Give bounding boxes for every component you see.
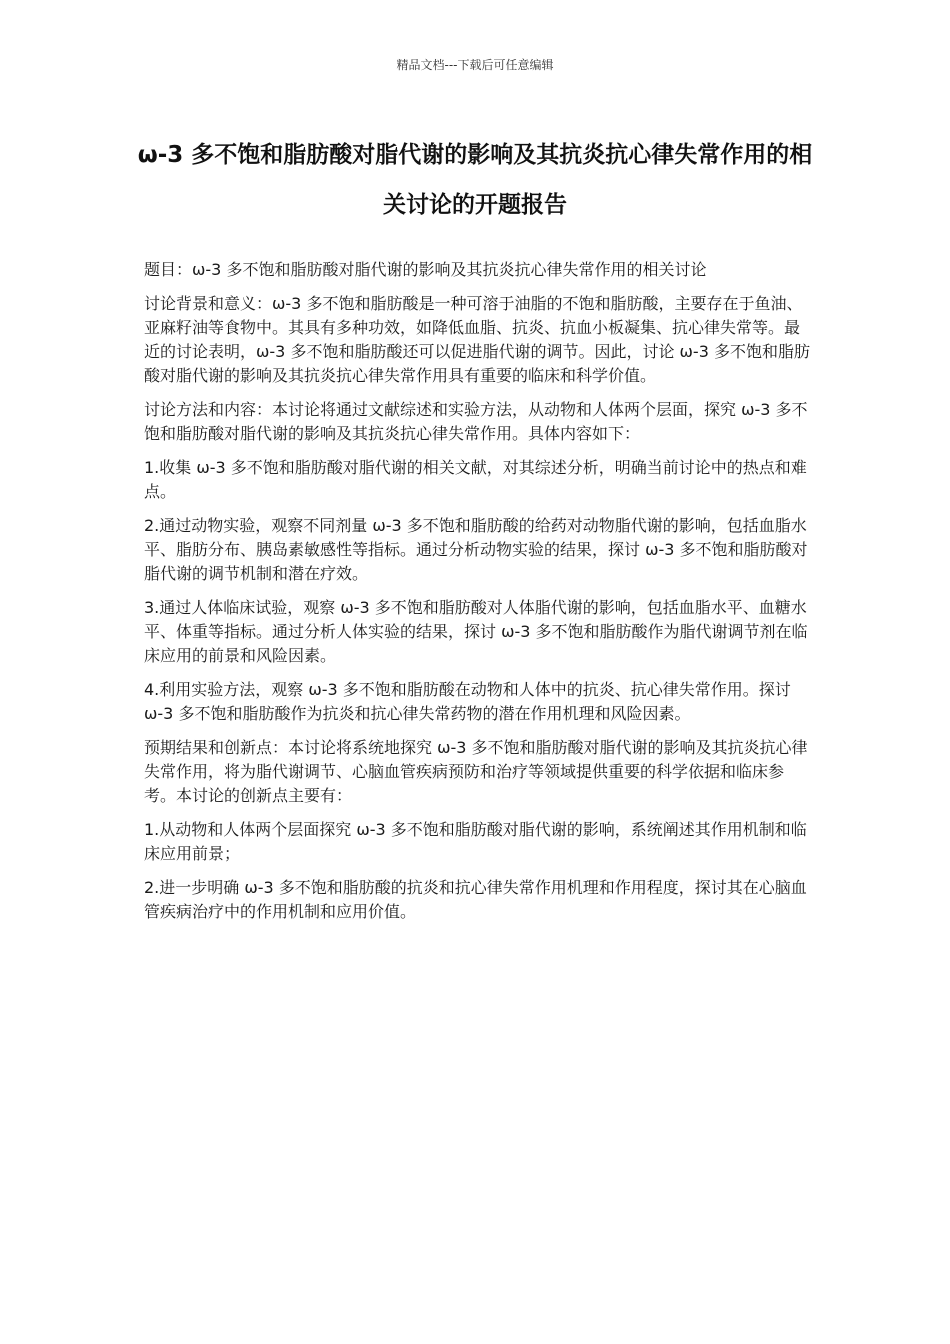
method-item-3: 3.通过人体临床试验，观察 ω-3 多不饱和脂肪酸对人体脂代谢的影响，包括血脂水平、血糖水平、体重等指标。通过分析人体实验的结果，探讨 ω-3 多不饱和脂肪酸作为脂代谢调节剂在临床应用的前景和风险因素。 — [144, 598, 808, 665]
header-note: 精品文档---下载后可任意编辑 — [396, 58, 554, 72]
document-body — [144, 258, 812, 934]
document-title: ω-3 多不饱和脂肪酸对脂代谢的影响及其抗炎抗心律失常作用的相关讨论的开题报告 — [137, 142, 813, 218]
method-item-4: 4.利用实验方法，观察 ω-3 多不饱和脂肪酸在动物和人体中的抗炎、抗心律失常作用。探讨 ω-3 多不饱和脂肪酸作为抗炎和抗心律失常药物的潜在作用机理和风险因素。 — [144, 680, 791, 723]
background-paragraph: 讨论背景和意义：ω-3 多不饱和脂肪酸是一种可溶于油脂的不饱和脂肪酸，主要存在于鱼油、亚麻籽油等食物中。其具有多种功效，如降低血脂、抗炎、抗血小板凝集、抗心律失常等。最近的讨论表明，ω-3 多不饱和脂肪酸还可以促进脂代谢的调节。因此，讨论 ω-3 多不饱和脂肪酸对脂代谢的影响及其抗炎抗心律失常作用具有重要的临床和科学价值。 — [144, 294, 810, 385]
method-item-1: 1.收集 ω-3 多不饱和脂肪酸对脂代谢的相关文献，对其综述分析，明确当前讨论中的热点和难点。 — [144, 458, 807, 501]
method-item-2: 2.通过动物实验，观察不同剂量 ω-3 多不饱和脂肪酸的给药对动物脂代谢的影响，包括血脂水平、脂肪分布、胰岛素敏感性等指标。通过分析动物实验的结果，探讨 ω-3 多不饱和脂肪酸对脂代谢的调节机制和潜在疗效。 — [144, 516, 808, 583]
innovation-item-2: 2.进一步明确 ω-3 多不饱和脂肪酸的抗炎和抗心律失常作用机理和作用程度，探讨其在心脑血管疾病治疗中的作用机制和应用价值。 — [144, 878, 807, 921]
topic-paragraph: 题目：ω-3 多不饱和脂肪酸对脂代谢的影响及其抗炎抗心律失常作用的相关讨论 — [144, 260, 707, 279]
innovation-item-1: 1.从动物和人体两个层面探究 ω-3 多不饱和脂肪酸对脂代谢的影响，系统阐述其作用机制和临床应用前景； — [144, 820, 807, 863]
methods-paragraph: 讨论方法和内容：本讨论将通过文献综述和实验方法，从动物和人体两个层面，探究 ω-3 多不饱和脂肪酸对脂代谢的影响及其抗炎抗心律失常作用。具体内容如下： — [144, 400, 808, 443]
expected-results-paragraph: 预期结果和创新点：本讨论将系统地探究 ω-3 多不饱和脂肪酸对脂代谢的影响及其抗炎抗心律失常作用，将为脂代谢调节、心脑血管疾病预防和治疗等领域提供重要的科学依据和临床参考。本讨论的创新点主要有： — [144, 738, 808, 805]
